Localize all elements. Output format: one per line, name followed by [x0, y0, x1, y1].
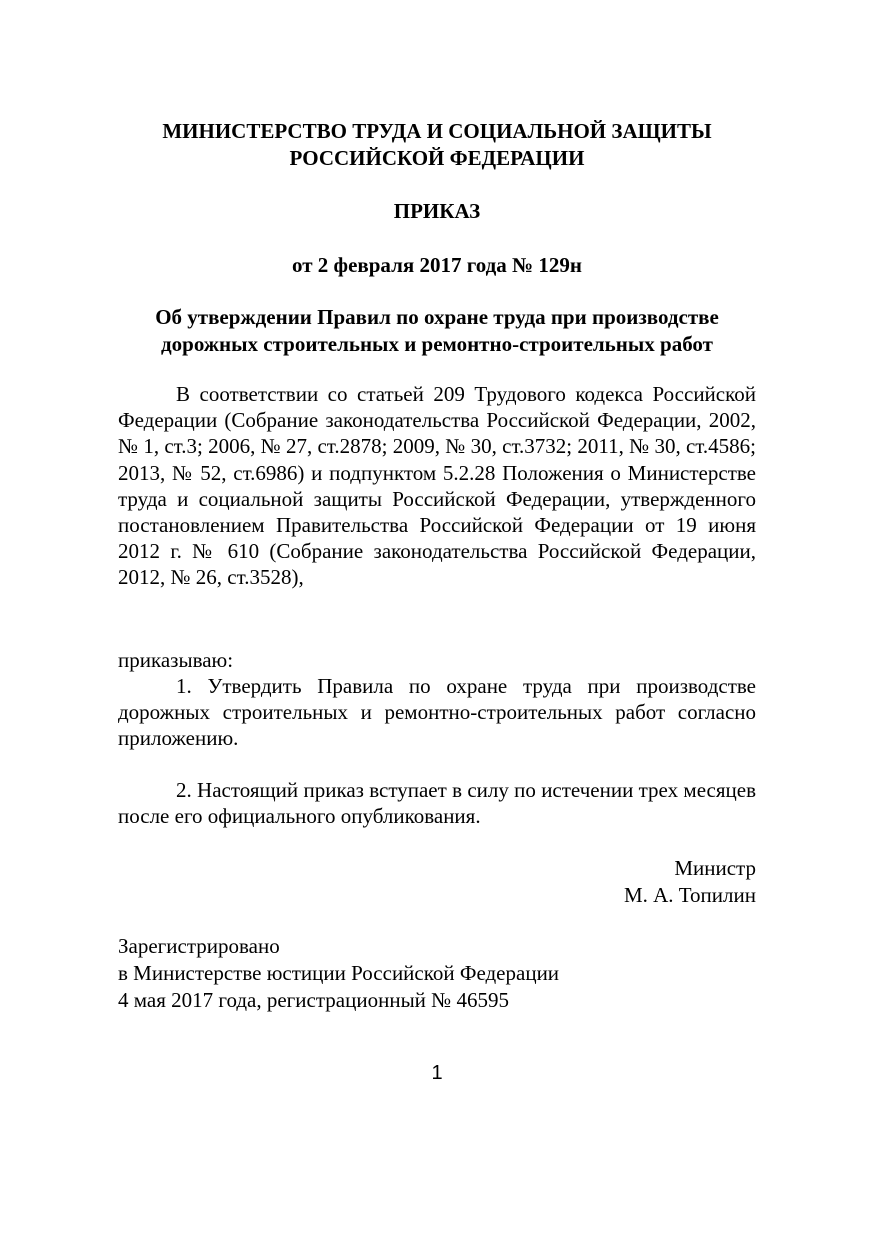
signature-block [118, 855, 756, 909]
signatory-name: М. А. Топилин [623, 883, 756, 907]
ministry-heading-line-2: РОССИЙСКОЙ ФЕДЕРАЦИИ [289, 146, 585, 170]
ministry-heading [118, 118, 756, 172]
signatory-position: Министр [674, 856, 756, 880]
preamble-paragraph: В соответствии со статьей 209 Трудового кодекса Российской Федерации (Собрание законодательства Российской Федерации, 2002, № 1, ст.3; 2006, № 27, ст.2878; 2009, № 30, ст.3732; 2011, № 30, ст.4586; 2013, № 52, ст.6986) и подпунктом 5.2.28 Положения о Министерстве труда и социальной защиты Российской Федерации, утвержденного постановлением Правительства Российской Федерации от 19 июня 2012 г. № 610 (Собрание законодательства Российской Федерации, 2012, № 26, ст.3528), [118, 382, 756, 590]
registration-line-3: 4 мая 2017 года, регистрационный № 46595 [118, 988, 509, 1012]
order-subject-line-2: дорожных строительных и ремонтно-строительных работ [161, 332, 713, 356]
document-type-title: ПРИКАЗ [393, 199, 481, 223]
decree-word: приказываю: [118, 648, 234, 672]
ministry-heading-line-1: МИНИСТЕРСТВО ТРУДА И СОЦИАЛЬНОЙ ЗАЩИТЫ [162, 119, 712, 143]
order-item-2: 2. Настоящий приказ вступает в силу по истечении трех месяцев после его официального опубликования. [118, 778, 756, 829]
registration-line-1: Зарегистрировано [118, 934, 280, 958]
registration-note [118, 933, 756, 1014]
date-and-number: от 2 февраля 2017 года № 129н [292, 253, 582, 277]
order-subject [118, 304, 756, 358]
order-item-1: 1. Утвердить Правила по охране труда при производстве дорожных строительных и ремонтно-строительных работ согласно приложению. [118, 674, 756, 751]
registration-line-2: в Министерстве юстиции Российской Федерации [118, 961, 560, 985]
page-number: 1 [431, 1062, 443, 1084]
order-subject-line-1: Об утверждении Правил по охране труда при производстве [155, 305, 719, 329]
